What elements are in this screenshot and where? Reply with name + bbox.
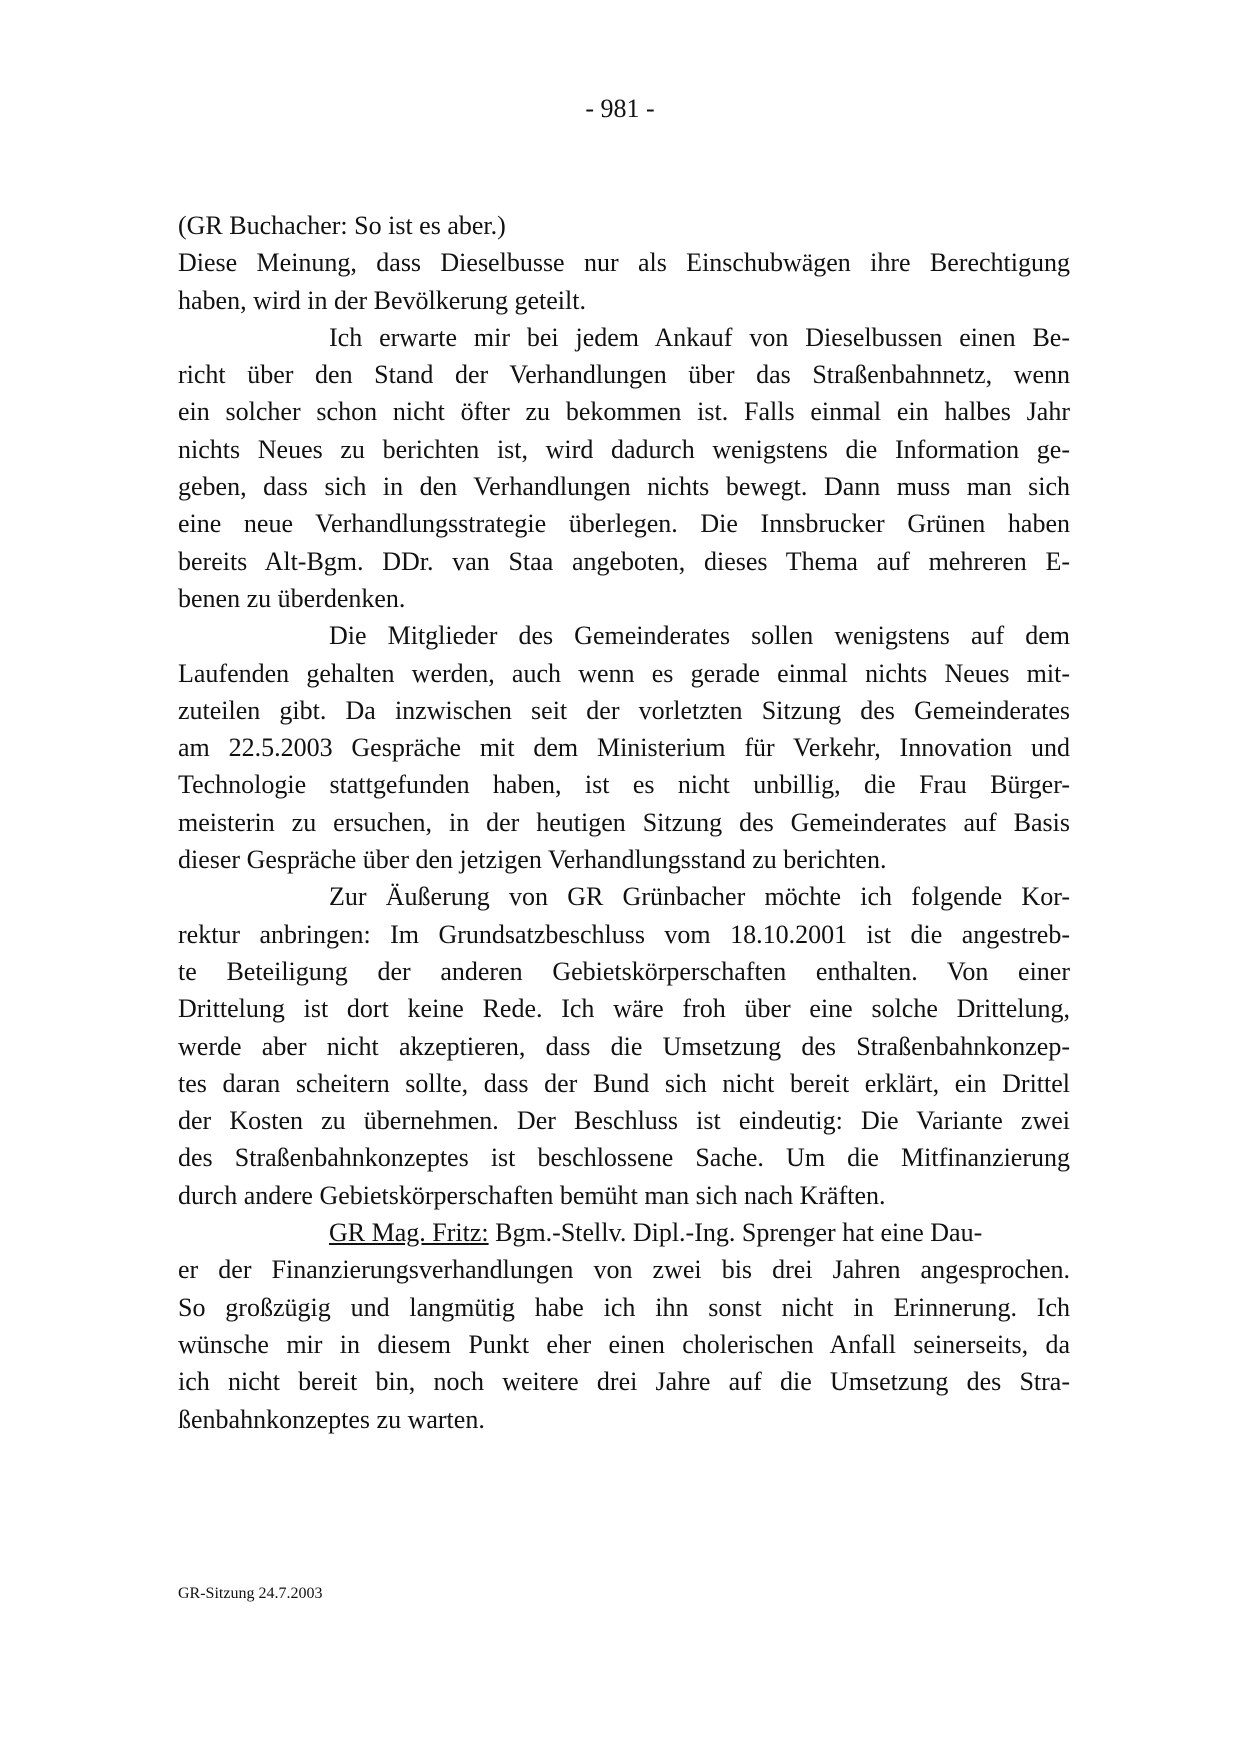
text-line: meisterin zu ersuchen, in der heutigen Sitzung des Gemeinderates auf Basis xyxy=(178,807,1070,837)
text-line: ein solcher schon nicht öfter zu bekommen ist. Falls einmal ein halbes Jahr xyxy=(178,397,1070,427)
text-line: zuteilen gibt. Da inzwischen seit der vorletzten Sitzung des Gemeinderates xyxy=(178,695,1070,725)
text-line: geben, dass sich in den Verhandlungen nichts bewegt. Dann muss man sich xyxy=(178,472,1070,502)
document-body xyxy=(178,207,1070,1438)
text-line: bereits Alt-Bgm. DDr. van Staa angeboten, dieses Thema auf mehreren E- xyxy=(178,546,1070,576)
paragraph-first-line xyxy=(178,1214,1070,1251)
text-line: dieser Gespräche über den jetzigen Verhandlungsstand zu berichten. xyxy=(178,845,887,875)
speaker-text: Bgm.-Stellv. Dipl.-Ing. Sprenger hat eine Dau- xyxy=(488,1218,983,1248)
page-number: - 981 - xyxy=(585,94,655,123)
text-line: ßenbahnkonzeptes zu warten. xyxy=(178,1404,485,1434)
text-line: nichts Neues zu berichten ist, wird dadurch wenigstens die Information ge- xyxy=(178,434,1070,464)
text-line: Technologie stattgefunden haben, ist es nicht unbillig, die Frau Bürger- xyxy=(178,770,1070,800)
text-line: wünsche mir in diesem Punkt eher einen cholerischen Anfall seinerseits, da xyxy=(178,1329,1070,1359)
text-line: benen zu überdenken. xyxy=(178,583,406,613)
footer-session-date: GR-Sitzung 24.7.2003 xyxy=(178,1585,323,1602)
text-line: tes daran scheitern sollte, dass der Bund sich nicht bereit erklärt, ein Drittel xyxy=(178,1068,1070,1098)
text-line: eine neue Verhandlungsstrategie überlegen. Die Innsbrucker Grünen haben xyxy=(178,509,1070,539)
text-line: werde aber nicht akzeptieren, dass die Umsetzung des Straßenbahnkonzep- xyxy=(178,1031,1070,1061)
paragraph-first-line: Zur Äußerung von GR Grünbacher möchte ich folgende Kor- xyxy=(329,882,1070,912)
interjection-line: (GR Buchacher: So ist es aber.) xyxy=(178,211,506,240)
text-line: der Kosten zu übernehmen. Der Beschluss ist eindeutig: Die Variante zwei xyxy=(178,1106,1070,1136)
text-line: rektur anbringen: Im Grundsatzbeschluss vom 18.10.2001 ist die angestreb- xyxy=(178,919,1070,949)
speaker-name: GR Mag. Fritz: xyxy=(329,1218,489,1248)
text-line: Laufenden gehalten werden, auch wenn es gerade einmal nichts Neues mit- xyxy=(178,658,1070,688)
text-line: haben, wird in der Bevölkerung geteilt. xyxy=(178,285,586,315)
text-line: am 22.5.2003 Gespräche mit dem Ministerium für Verkehr, Innovation und xyxy=(178,733,1070,763)
paragraph-first-line: Die Mitglieder des Gemeinderates sollen wenigstens auf dem xyxy=(329,621,1070,651)
text-line: Drittelung ist dort keine Rede. Ich wäre froh über eine solche Drittelung, xyxy=(178,994,1070,1024)
text-line: te Beteiligung der anderen Gebietskörperschaften enthalten. Von einer xyxy=(178,956,1070,986)
text-line: Diese Meinung, dass Dieselbusse nur als Einschubwägen ihre Berechtigung xyxy=(178,248,1070,278)
text-line: er der Finanzierungsverhandlungen von zwei bis drei Jahren angesprochen. xyxy=(178,1255,1070,1285)
text-line: richt über den Stand der Verhandlungen über das Straßenbahnnetz, wenn xyxy=(178,360,1070,390)
text-line: So großzügig und langmütig habe ich ihn sonst nicht in Erinnerung. Ich xyxy=(178,1292,1070,1322)
paragraph-first-line: Ich erwarte mir bei jedem Ankauf von Dieselbussen einen Be- xyxy=(329,322,1070,352)
text-line: durch andere Gebietskörperschaften bemüht man sich nach Kräften. xyxy=(178,1180,886,1210)
text-line: des Straßenbahnkonzeptes ist beschlossene Sache. Um die Mitfinanzierung xyxy=(178,1143,1070,1173)
text-line: ich nicht bereit bin, noch weitere drei Jahre auf die Umsetzung des Stra- xyxy=(178,1367,1070,1397)
